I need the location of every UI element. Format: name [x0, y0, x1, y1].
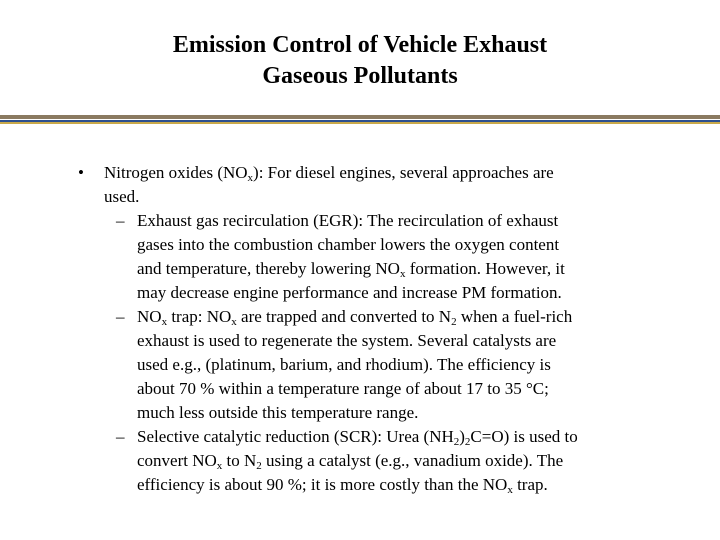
sub-item-scr-marker: – [116, 427, 125, 446]
sub-item-egr-line-1: Exhaust gas recirculation (EGR): The recirculation of exhaust [137, 211, 559, 230]
bullet-line-1: Nitrogen oxides $(NO_x)$: For diesel engines, several approaches are [104, 163, 554, 184]
sub-item-scr-line-3: efficiency is about 90 %; it is more costly than the $NO_x$ trap. [137, 475, 548, 496]
slide-title [0, 30, 720, 92]
sub-item-egr-line-3: and temperature, thereby lowering $NO_x$ formation. However, it [137, 259, 565, 280]
sub-item-egr-line-2: gases into the combustion chamber lowers the oxygen content [137, 235, 560, 254]
bullet-line-2: used. [104, 187, 140, 206]
sub-item-nox-trap-line-3: used e.g., (platinum, barium, and rhodium). The efficiency is [137, 355, 551, 374]
bullet-marker: • [78, 163, 84, 182]
sub-item-scr-line-1: Selective catalytic reduction (SCR): Urea $(NH_2)_2C=O$) is used to [137, 427, 578, 448]
title-line-1: Emission Control of Vehicle Exhaust [172, 32, 548, 58]
sub-item-egr-line-4: may decrease engine performance and increase PM formation. [137, 283, 562, 302]
sub-item-nox-trap-line-5: much less outside this temperature range. [137, 403, 419, 422]
sub-item-nox-trap-line-1: $NO_x$ trap: $NO_x$ are trapped and converted to $N_2$ when a fuel-rich [137, 307, 573, 328]
sub-item-egr-marker: – [116, 211, 125, 230]
sub-item-nox-trap-marker: – [116, 307, 125, 326]
sub-item-nox-trap-line-2: exhaust is used to regenerate the system. Several catalysts are [137, 331, 557, 350]
title-divider-gold [0, 122, 720, 124]
sub-item-nox-trap-line-4: about 70 % within a temperature range of about 17 to 35 °C; [137, 379, 549, 398]
sub-item-scr-line-2: convert $NO_x$ to $N_2$ using a catalyst (e.g., vanadium oxide). The [137, 451, 564, 472]
title-line-2: Gaseous Pollutants [262, 63, 458, 89]
